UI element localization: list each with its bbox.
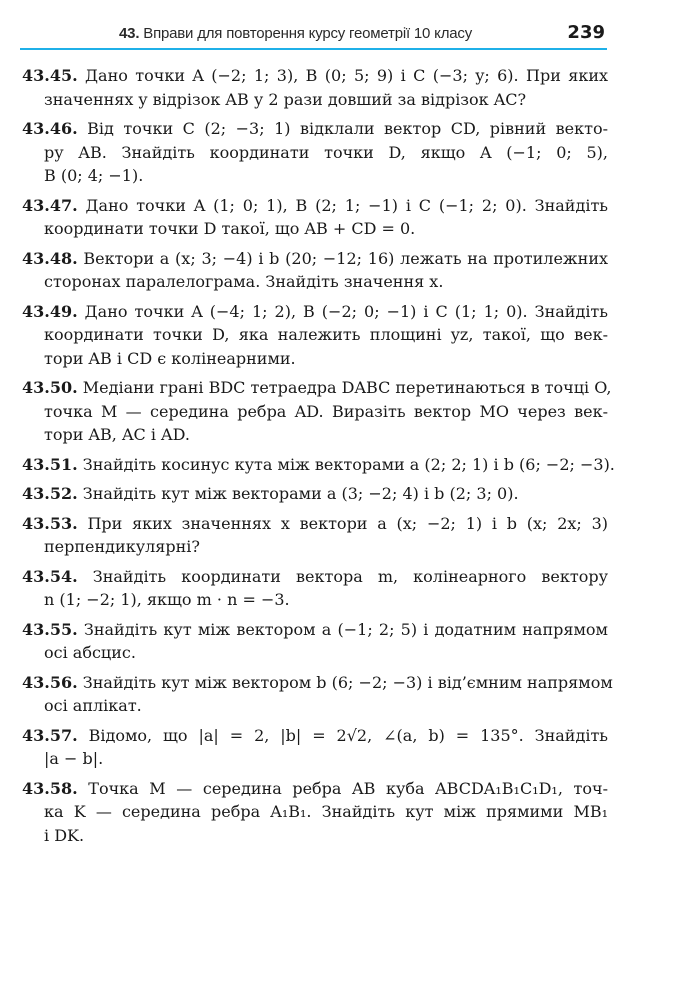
exercise-number: 43.55. xyxy=(22,619,78,639)
exercise-number: 43.49. xyxy=(22,301,78,321)
exercise-43-55 xyxy=(22,618,608,665)
exercise-line: n (1; −2; 1), якщо m · n = −3. xyxy=(44,590,290,609)
exercise-line xyxy=(22,724,608,748)
exercise-43-52 xyxy=(22,482,608,506)
exercise-line xyxy=(22,453,615,477)
exercise-text: Вектори a (x; 3; −4) і b (20; −12; 16) лежать на протилежних xyxy=(83,248,609,268)
exercise-43-45 xyxy=(22,64,608,111)
exercise-text: Знайдіть кут між вектором a (−1; 2; 5) і додатним напрямом xyxy=(83,619,608,639)
header-divider xyxy=(20,48,607,50)
exercise-text: Медіани грані BDC тетраедра DABC перетинаються в точці O, xyxy=(82,378,612,397)
exercise-line: ру AB. Знайдіть координати точки D, якщо A (−1; 0; 5), xyxy=(44,142,608,162)
exercise-text: Знайдіть кут між вектором b (6; −2; −3) і від’ємним напрямом xyxy=(82,672,613,692)
exercise-line xyxy=(22,117,608,141)
exercise-line xyxy=(22,300,608,324)
exercise-text: Знайдіть косинус кута між векторами a (2; 2; 1) і b (6; −2; −3). xyxy=(82,454,615,474)
exercise-text: Знайдіть координати вектора m, колінеарного вектору xyxy=(92,566,608,586)
exercise-number: 43.58. xyxy=(22,778,78,798)
exercise-line: тори AB, AC і AD. xyxy=(44,425,190,444)
exercise-list xyxy=(22,64,615,853)
chapter-number: 43. xyxy=(119,25,140,42)
exercise-number: 43.53. xyxy=(22,513,78,533)
exercise-43-51 xyxy=(22,453,615,477)
exercise-43-54 xyxy=(22,565,608,612)
chapter-title: Вправи для повторення курсу геометрії 10 класу xyxy=(143,25,472,42)
exercise-43-56 xyxy=(22,671,613,718)
exercise-line: осі абсцис. xyxy=(44,643,136,662)
exercise-line: сторонах паралелограма. Знайдіть значення x. xyxy=(44,272,444,291)
exercise-number: 43.56. xyxy=(22,672,78,692)
exercise-line xyxy=(22,247,608,271)
exercise-line: ка K — середина ребра A₁B₁. Знайдіть кут між прямими MB₁ xyxy=(44,802,608,821)
exercise-line: B (0; 4; −1). xyxy=(44,166,144,185)
exercise-text: Відомо, що |a| = 2, |b| = 2√2, ∠(a, b) = 135°. Знайдіть xyxy=(88,725,609,745)
exercise-line: координати точки D такої, що AB + CD = 0. xyxy=(44,219,416,238)
exercise-line: точка M — середина ребра AD. Виразіть вектор MO через век- xyxy=(44,401,608,421)
exercise-number: 43.57. xyxy=(22,725,78,745)
exercise-line xyxy=(22,512,608,536)
chapter-heading xyxy=(119,25,472,42)
exercise-text: Точка M — середина ребра AB куба ABCDA₁B₁C₁D₁, точ- xyxy=(88,778,608,798)
exercise-43-46 xyxy=(22,117,608,188)
exercise-text: При яких значеннях x вектори a (x; −2; 1) і b (x; 2x; 3) xyxy=(87,513,608,533)
exercise-43-53 xyxy=(22,512,608,559)
exercise-text: Дано точки A (−2; 1; 3), B (0; 5; 9) і C (−3; y; 6). При яких xyxy=(85,66,609,85)
exercise-line xyxy=(22,376,612,400)
exercise-43-48 xyxy=(22,247,608,294)
exercise-line xyxy=(22,565,608,589)
exercise-line: осі аплікат. xyxy=(44,696,142,715)
exercise-number: 43.50. xyxy=(22,378,78,397)
exercise-line xyxy=(22,194,608,218)
exercise-line xyxy=(22,671,613,695)
exercise-line: значеннях y відрізок AB у 2 рази довший за відрізок AC? xyxy=(44,89,527,109)
exercise-line xyxy=(22,64,608,88)
exercise-number: 43.47. xyxy=(22,195,78,215)
exercise-number: 43.51. xyxy=(22,454,78,474)
exercise-line xyxy=(22,777,608,801)
exercise-text: Дано точки A (−4; 1; 2), B (−2; 0; −1) і C (1; 1; 0). Знайдіть xyxy=(84,301,608,321)
exercise-number: 43.52. xyxy=(22,484,78,503)
exercise-text: Знайдіть кут між векторами a (3; −2; 4) і b (2; 3; 0). xyxy=(82,484,519,503)
page-number: 239 xyxy=(567,22,605,43)
exercise-line: |a − b|. xyxy=(44,749,104,768)
exercise-43-50 xyxy=(22,376,612,447)
exercise-43-58 xyxy=(22,777,608,848)
exercise-43-49 xyxy=(22,300,608,371)
exercise-line xyxy=(22,618,608,642)
exercise-text: Дано точки A (1; 0; 1), B (2; 1; −1) і C (−1; 2; 0). Знайдіть xyxy=(85,195,609,215)
page-header xyxy=(20,22,607,48)
exercise-line: перпендикулярні? xyxy=(44,537,200,556)
exercise-number: 43.48. xyxy=(22,248,78,268)
exercise-line: координати точки D, яка належить площині yz, такої, що век- xyxy=(44,325,608,344)
exercise-line: і DK. xyxy=(44,825,85,845)
exercise-line: тори AB і CD є колінеарними. xyxy=(44,348,296,368)
exercise-number: 43.54. xyxy=(22,566,78,586)
exercise-number: 43.46. xyxy=(22,119,78,138)
exercise-43-47 xyxy=(22,194,608,241)
exercise-text: Від точки C (2; −3; 1) відклали вектор CD, рівний векто- xyxy=(87,119,608,138)
exercise-number: 43.45. xyxy=(22,66,78,85)
exercise-43-57 xyxy=(22,724,608,771)
exercise-line xyxy=(22,482,608,506)
